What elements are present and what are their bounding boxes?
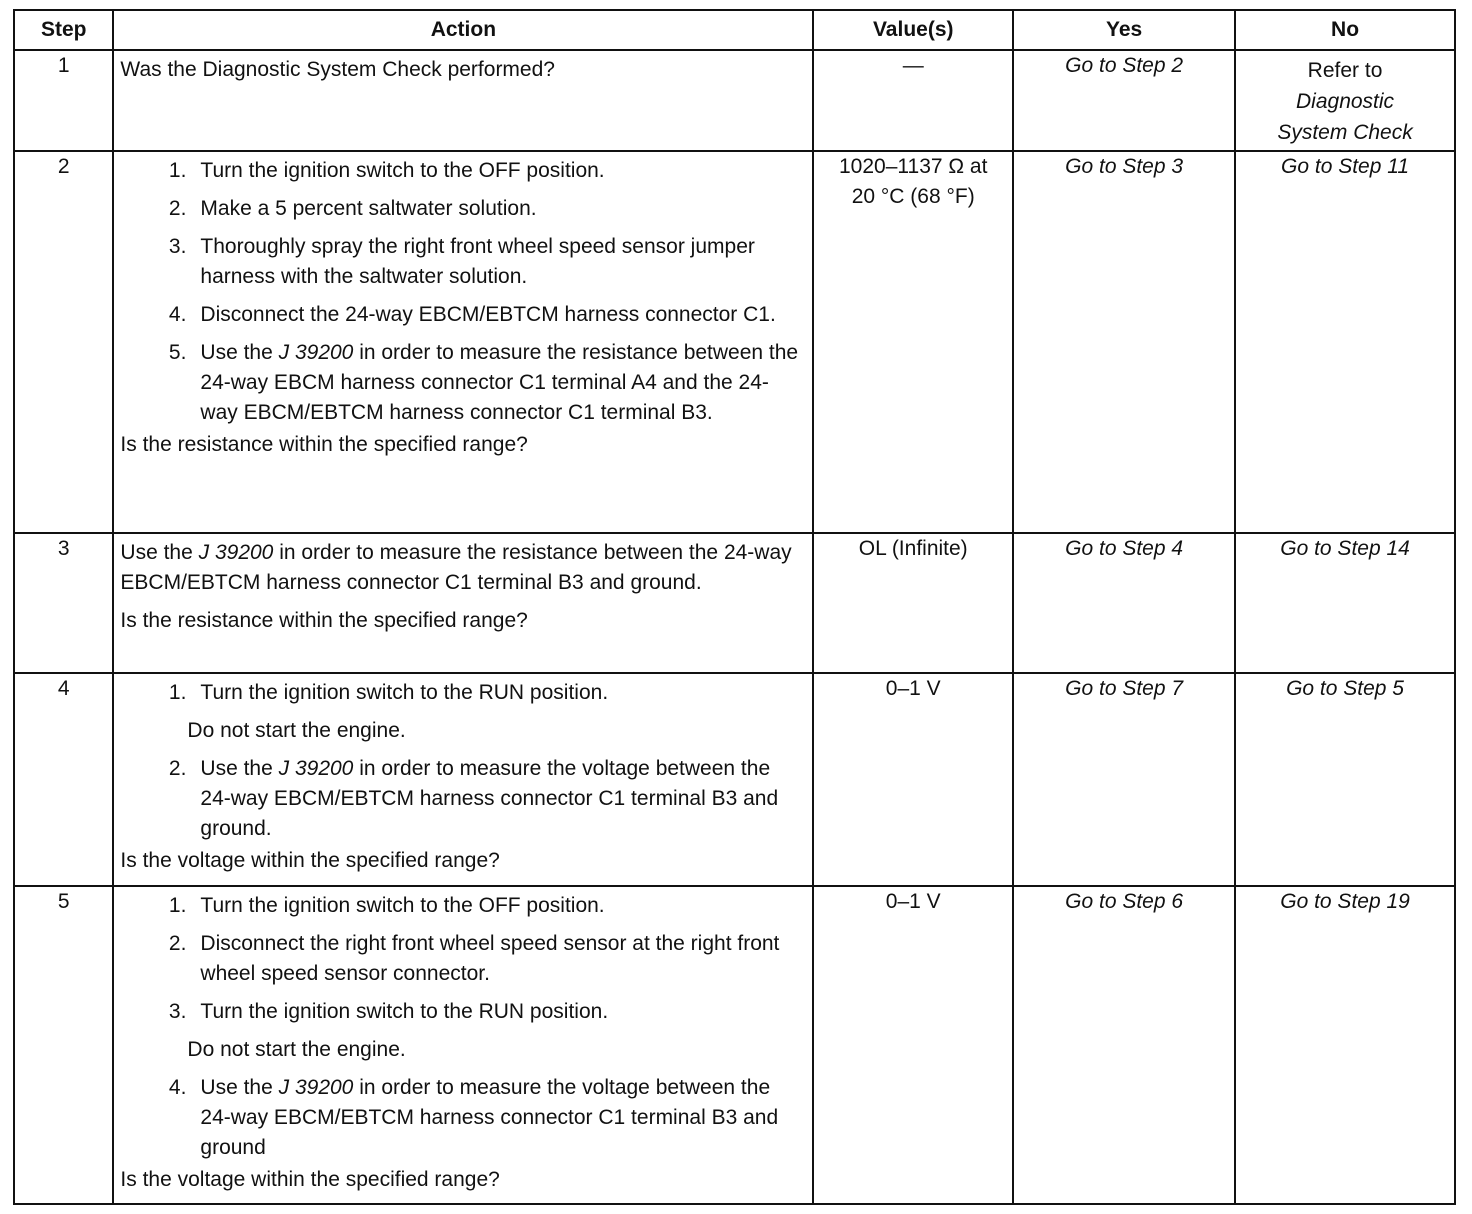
no-text-line: Refer to: [1307, 59, 1383, 82]
value-cell: 0–1 V: [813, 673, 1013, 886]
header-step: Step: [14, 10, 113, 50]
item-note: Do not start the engine.: [187, 1038, 406, 1061]
value-line: 1020–1137 Ω at: [839, 155, 988, 178]
item-number: 1.: [168, 894, 187, 917]
list-item: [120, 754, 804, 844]
item-text: Disconnect the right front wheel speed sensor at the right front wheel speed sensor connector.: [200, 932, 780, 985]
item-number: 2.: [168, 932, 187, 955]
item-note: Do not start the engine.: [187, 719, 406, 742]
table-row-step-4: [14, 673, 1455, 886]
action-cell: [113, 886, 813, 1204]
no-cell: Go to Step 19: [1235, 886, 1455, 1204]
tool-name: J 39200: [278, 341, 354, 364]
yes-cell: Go to Step 6: [1013, 886, 1235, 1204]
table-row-step-1: [14, 50, 1455, 151]
item-number: 5.: [168, 341, 187, 364]
item-text: Make a 5 percent saltwater solution.: [200, 197, 537, 220]
item-text: Thoroughly spray the right front wheel speed sensor jumper harness with the saltwater solution.: [200, 235, 755, 288]
item-text: Turn the ignition switch to the RUN position.: [200, 1000, 609, 1023]
tool-name: J 39200: [278, 757, 354, 780]
list-item: [120, 929, 804, 989]
header-no: No: [1235, 10, 1455, 50]
action-question: Is the voltage within the specified range?: [120, 849, 500, 872]
no-cell: [1235, 50, 1455, 151]
list-item: [120, 997, 804, 1027]
no-cell: Go to Step 11: [1235, 151, 1455, 533]
item-number: 4.: [168, 1076, 187, 1099]
action-cell: [113, 533, 813, 673]
value-cell: 0–1 V: [813, 886, 1013, 1204]
item-number: 3.: [168, 235, 187, 258]
yes-cell: Go to Step 3: [1013, 151, 1235, 533]
item-text: Use the J 39200 in order to measure the voltage between the 24-way EBCM/EBTCM harness connector C1 terminal B3 and ground: [200, 1076, 779, 1159]
list-item: [120, 338, 804, 428]
step-number: 5: [14, 886, 113, 1204]
step-number: 1: [14, 50, 113, 151]
item-text: Disconnect the 24-way EBCM/EBTCM harness connector C1.: [200, 303, 776, 326]
item-text: Turn the ignition switch to the OFF position.: [200, 894, 605, 917]
item-text: Turn the ignition switch to the OFF position.: [200, 159, 605, 182]
no-cell: Go to Step 14: [1235, 533, 1455, 673]
item-number: 1.: [168, 159, 187, 182]
item-number: 2.: [168, 757, 187, 780]
no-text-line: System Check: [1277, 121, 1413, 144]
no-text-line: Diagnostic: [1296, 90, 1395, 113]
action-question: Is the voltage within the specified range?: [120, 1168, 500, 1191]
action-cell: [113, 151, 813, 533]
item-number: 2.: [168, 197, 187, 220]
header-row: [14, 10, 1455, 50]
action-cell: [113, 673, 813, 886]
item-text: Use the J 39200 in order to measure the resistance between the 24-way EBCM harness connector C1 terminal A4 and the 24-way EBCM/EBTCM harness connector C1 terminal B3.: [200, 341, 799, 424]
list-item: [120, 891, 804, 921]
item-text: Use the J 39200 in order to measure the voltage between the 24-way EBCM/EBTCM harness connector C1 terminal B3 and ground.: [200, 757, 779, 840]
action-cell: [113, 50, 813, 151]
item-text: Turn the ignition switch to the RUN position.: [200, 681, 609, 704]
list-item: [120, 678, 804, 708]
no-cell: Go to Step 5: [1235, 673, 1455, 886]
tool-name: J 39200: [198, 541, 274, 564]
header-yes: Yes: [1013, 10, 1235, 50]
yes-cell: Go to Step 4: [1013, 533, 1235, 673]
table-row-step-2: [14, 151, 1455, 533]
step-number: 4: [14, 673, 113, 886]
value-cell: [813, 151, 1013, 533]
yes-cell: Go to Step 7: [1013, 673, 1235, 886]
tool-name: J 39200: [278, 1076, 354, 1099]
action-question: Was the Diagnostic System Check performed?: [120, 58, 555, 81]
table-row-step-5: [14, 886, 1455, 1204]
item-number: 3.: [168, 1000, 187, 1023]
action-question: Is the resistance within the specified range?: [120, 609, 528, 632]
list-item: [120, 1073, 804, 1163]
table-row-step-3: [14, 533, 1455, 673]
action-text: Use the J 39200 in order to measure the resistance between the 24-way EBCM/EBTCM harness connector C1 terminal B3 and ground.: [120, 541, 792, 594]
step-number: 3: [14, 533, 113, 673]
value-cell: —: [813, 50, 1013, 151]
step-number: 2: [14, 151, 113, 533]
list-item: [120, 156, 804, 186]
value-cell: OL (Infinite): [813, 533, 1013, 673]
action-question: Is the resistance within the specified range?: [120, 433, 528, 456]
header-action: Action: [113, 10, 813, 50]
list-item: [120, 300, 804, 330]
list-item: [120, 232, 804, 292]
list-item: [120, 194, 804, 224]
header-values: Value(s): [813, 10, 1013, 50]
diagnostic-table: [13, 9, 1456, 1205]
value-line: 20 °C (68 °F): [851, 185, 975, 208]
item-number: 1.: [168, 681, 187, 704]
item-number: 4.: [168, 303, 187, 326]
yes-cell: Go to Step 2: [1013, 50, 1235, 151]
